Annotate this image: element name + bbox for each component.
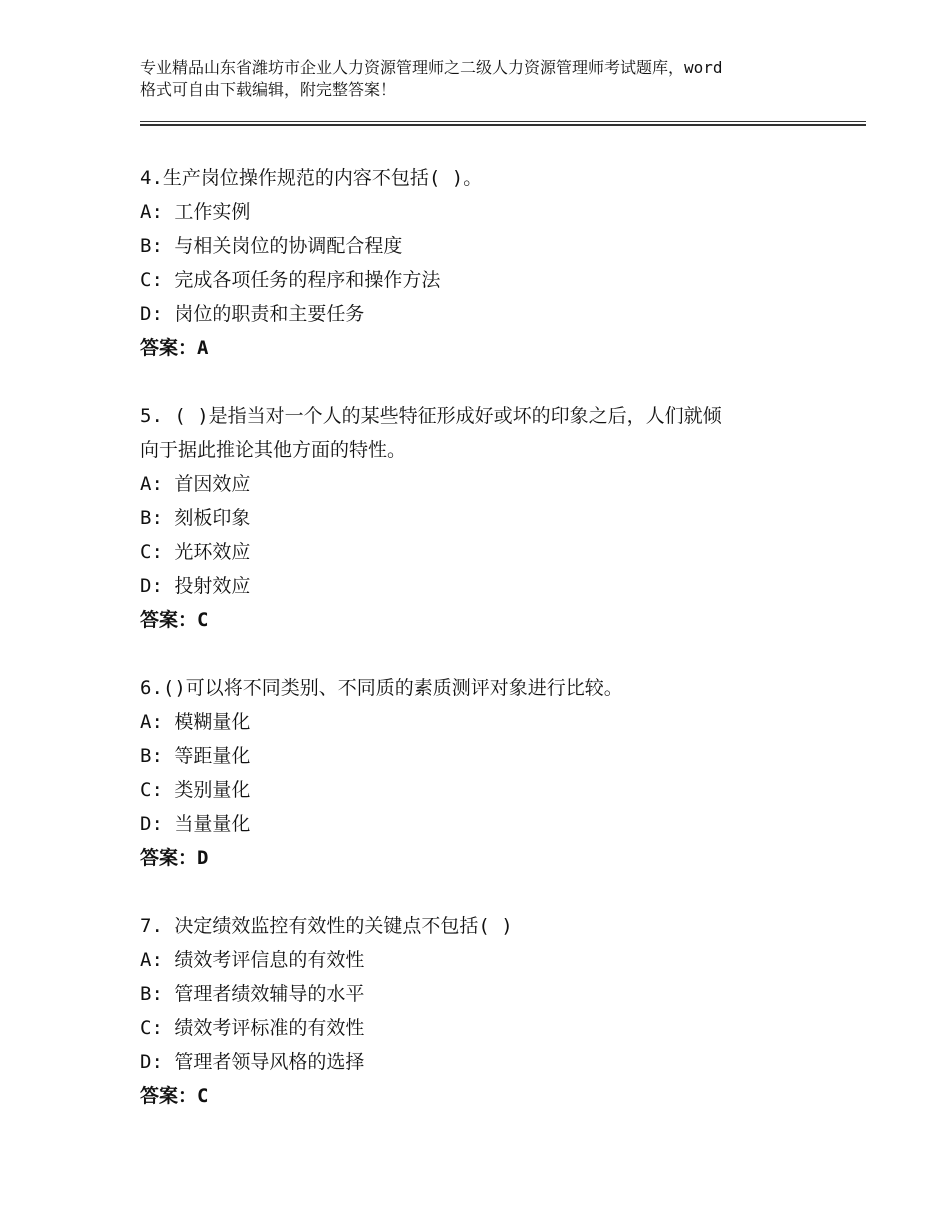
answer: 答案：A — [140, 337, 209, 359]
header-line-1: 专业精品山东省潍坊市企业人力资源管理师之二级人力资源管理师考试题库，word — [140, 58, 723, 77]
question-4 — [140, 161, 840, 365]
option-d: D: 当量量化 — [140, 813, 251, 835]
option-c: C: 光环效应 — [140, 541, 251, 563]
option-d: D: 岗位的职责和主要任务 — [140, 303, 365, 325]
option-b: B: 等距量化 — [140, 745, 251, 767]
answer: 答案：C — [140, 1085, 209, 1107]
question-text-continued: 向于据此推论其他方面的特性。 — [140, 439, 407, 461]
document-header — [140, 57, 840, 101]
option-c: C: 完成各项任务的程序和操作方法 — [140, 269, 441, 291]
answer: 答案：C — [140, 609, 209, 631]
option-b: B: 与相关岗位的协调配合程度 — [140, 235, 403, 257]
question-text: 4.生产岗位操作规范的内容不包括( )。 — [140, 167, 483, 189]
header-divider — [140, 121, 866, 126]
option-a: A: 模糊量化 — [140, 711, 251, 733]
option-d: D: 管理者领导风格的选择 — [140, 1051, 365, 1073]
answer: 答案：D — [140, 847, 209, 869]
question-5 — [140, 399, 840, 637]
option-a: A: 首因效应 — [140, 473, 251, 495]
question-list — [140, 161, 840, 1147]
question-text: 7. 决定绩效监控有效性的关键点不包括( ) — [140, 915, 513, 937]
option-c: C: 绩效考评标准的有效性 — [140, 1017, 365, 1039]
option-d: D: 投射效应 — [140, 575, 251, 597]
option-c: C: 类别量化 — [140, 779, 251, 801]
header-line-2: 格式可自由下载编辑，附完整答案！ — [140, 80, 397, 99]
question-7 — [140, 909, 840, 1113]
option-b: B: 管理者绩效辅导的水平 — [140, 983, 365, 1005]
question-text: 5. ( )是指当对一个人的某些特征形成好或坏的印象之后，人们就倾 — [140, 405, 722, 427]
question-text: 6.()可以将不同类别、不同质的素质测评对象进行比较。 — [140, 677, 623, 699]
option-a: A: 工作实例 — [140, 201, 251, 223]
option-b: B: 刻板印象 — [140, 507, 251, 529]
question-6 — [140, 671, 840, 875]
option-a: A: 绩效考评信息的有效性 — [140, 949, 365, 971]
